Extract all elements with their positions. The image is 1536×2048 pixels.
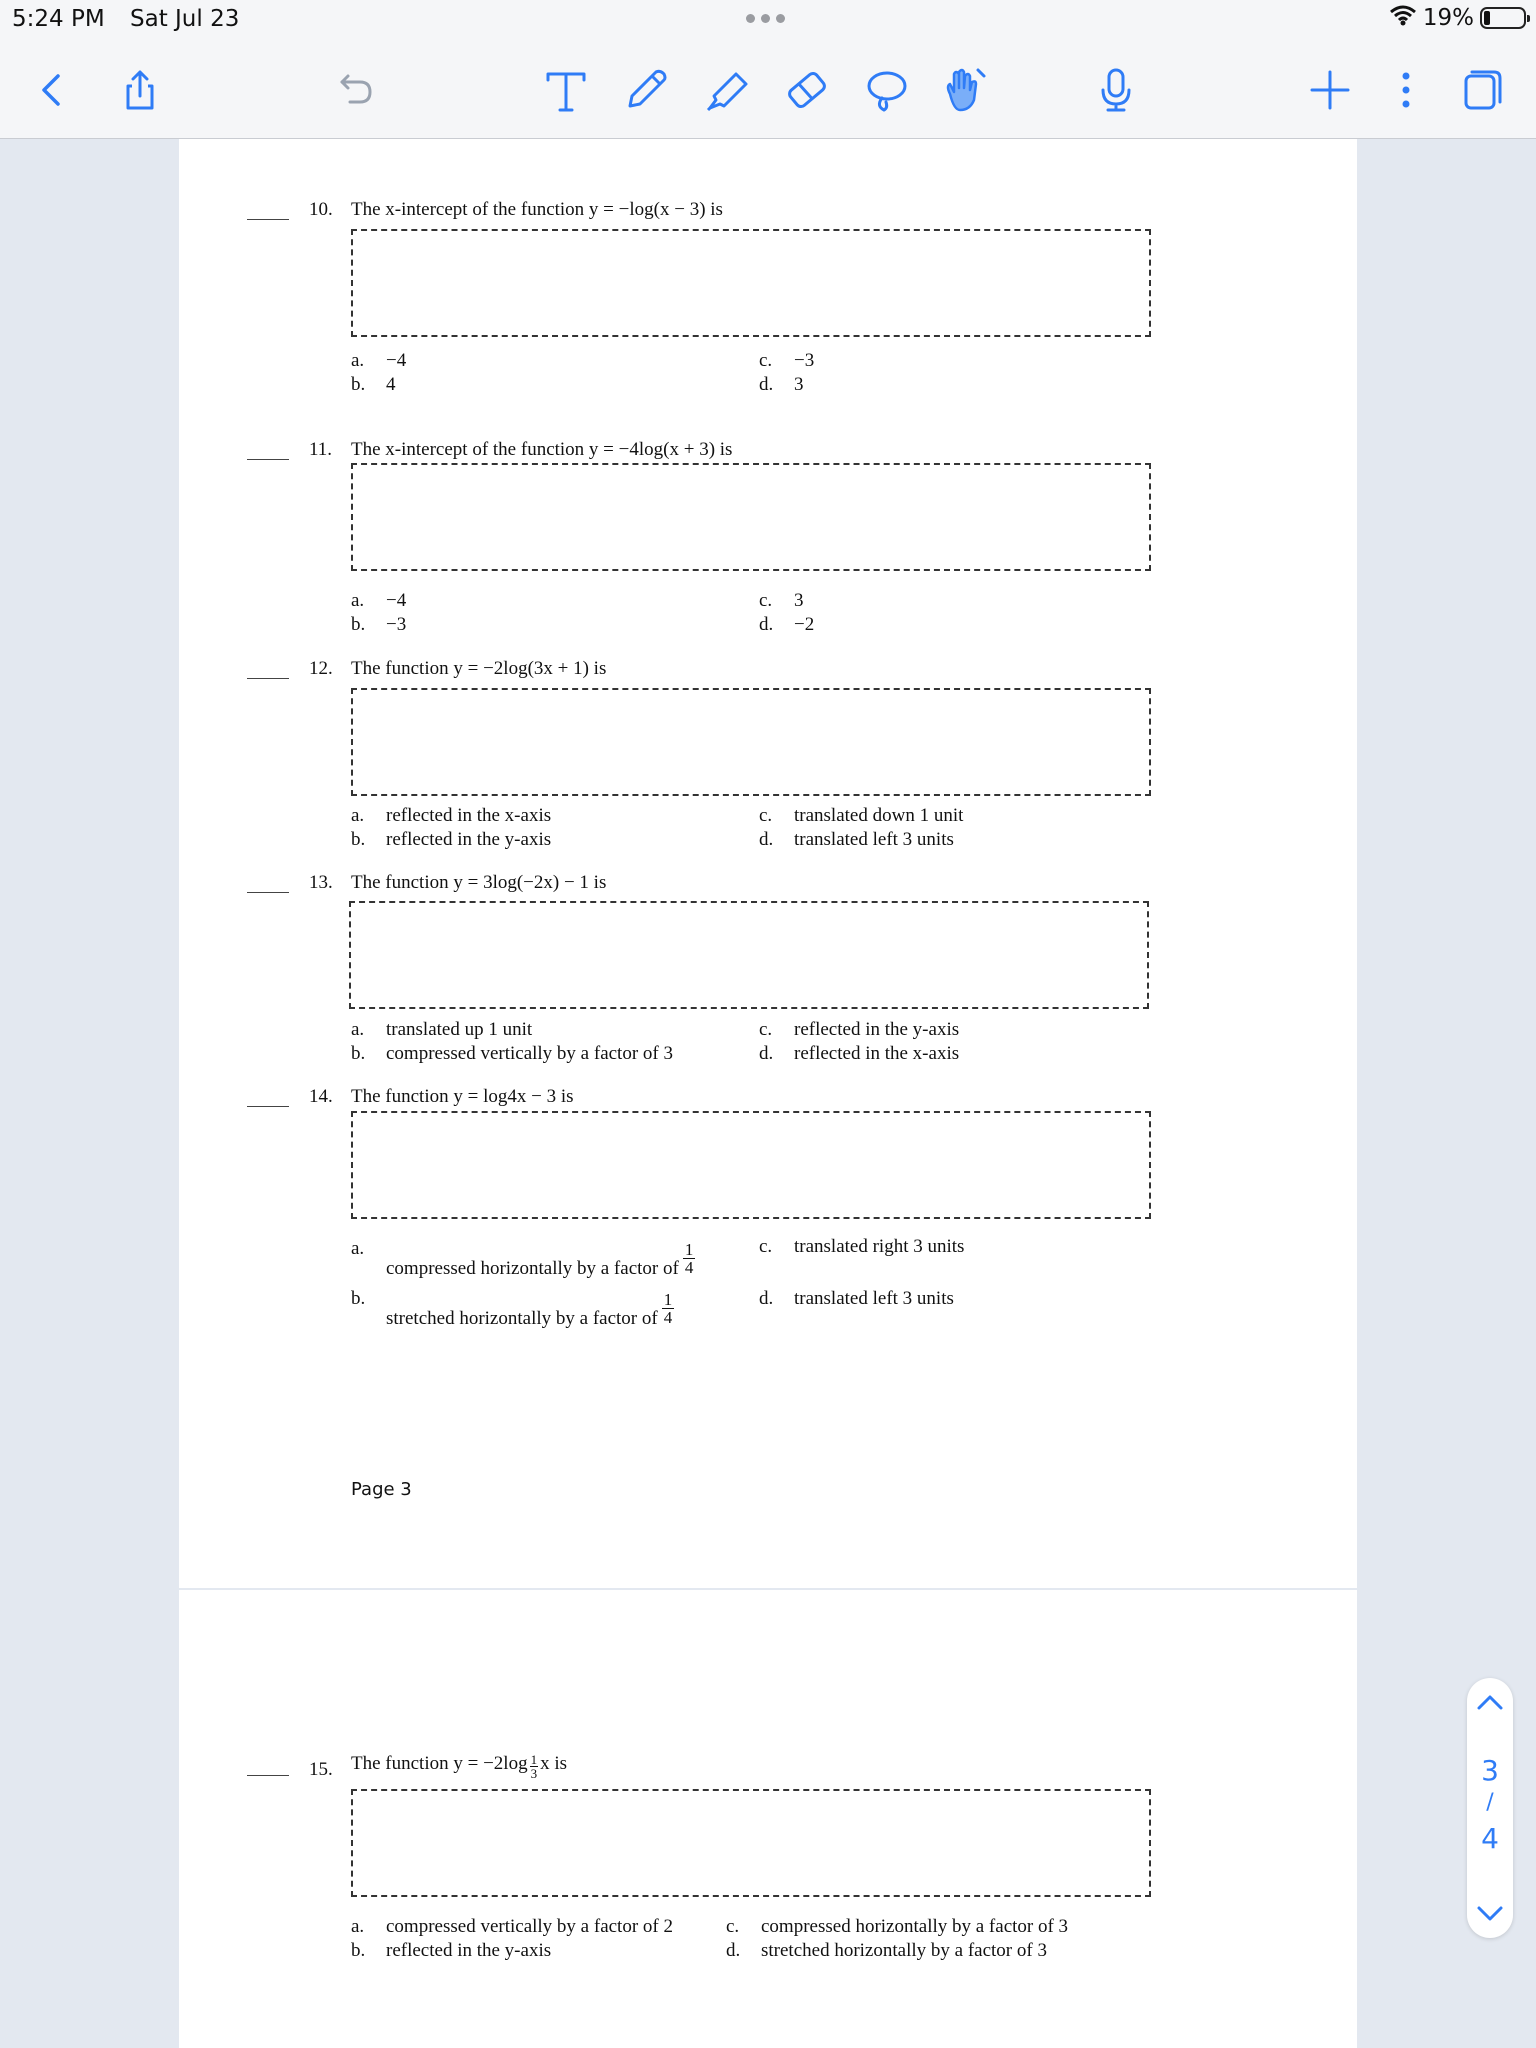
option-b: b. 4 — [351, 374, 396, 395]
question-number: 11. — [309, 439, 333, 460]
answer-blank[interactable] — [247, 1106, 289, 1107]
lasso-icon[interactable] — [860, 64, 912, 116]
option-b: b.stretched horizontally by a factor of $\frac{1}{4}$ — [351, 1288, 673, 1329]
option-c: c. reflected in the y-axis — [759, 1019, 960, 1040]
undo-icon[interactable] — [328, 64, 380, 116]
add-icon[interactable] — [1304, 64, 1356, 116]
option-a: a.compressed horizontally by a factor of $\frac{1}{4}$ — [351, 1238, 694, 1279]
question-number: 14. — [309, 1086, 333, 1107]
option-c: c. translated right 3 units — [759, 1236, 965, 1257]
option-a: a. reflected in the x-axis — [351, 805, 552, 826]
work-box[interactable] — [351, 463, 1151, 571]
option-b: b. compressed vertically by a factor of 3 — [351, 1043, 673, 1064]
question-stem: The function y = log4x − 3 is — [351, 1086, 574, 1107]
page-separator: / — [1486, 1790, 1494, 1815]
option-d: d. stretched horizontally by a factor of 3 — [726, 1940, 1047, 1961]
battery-percent: 19% — [1422, 5, 1474, 31]
total-pages: 4 — [1481, 1822, 1499, 1855]
work-box[interactable] — [351, 1111, 1151, 1219]
option-a: a. translated up 1 unit — [351, 1019, 533, 1040]
more-icon[interactable] — [1380, 64, 1432, 116]
eraser-icon[interactable] — [780, 64, 832, 116]
document-page-4[interactable] — [179, 1590, 1357, 2048]
answer-blank[interactable] — [247, 1775, 289, 1776]
document-page-3[interactable] — [179, 139, 1357, 1588]
share-icon[interactable] — [114, 64, 166, 116]
status-bar — [0, 0, 1536, 40]
work-box[interactable] — [349, 901, 1149, 1009]
option-c: c. −3 — [759, 350, 815, 371]
option-c: c. 3 — [759, 590, 804, 611]
answer-blank[interactable] — [247, 678, 289, 679]
text-tool-icon[interactable] — [540, 64, 592, 116]
option-a: a. compressed vertically by a factor of 2 — [351, 1916, 673, 1937]
question-stem: The function y = −2log(3x + 1) is — [351, 658, 607, 679]
option-b: b. reflected in the y-axis — [351, 1940, 552, 1961]
option-d: d. translated left 3 units — [759, 829, 954, 850]
answer-blank[interactable] — [247, 459, 289, 460]
question-number: 13. — [309, 872, 333, 893]
option-d: d. 3 — [759, 374, 804, 395]
question-number: 10. — [309, 199, 333, 220]
question-stem: The x-intercept of the function y = −log(x − 3) is — [351, 199, 723, 220]
option-d: d. translated left 3 units — [759, 1288, 954, 1309]
option-c: c. translated down 1 unit — [759, 805, 964, 826]
highlighter-icon[interactable] — [700, 64, 752, 116]
hand-icon[interactable] — [936, 64, 988, 116]
option-a: a. −4 — [351, 350, 407, 371]
toolbar — [0, 40, 1536, 139]
option-c: c. compressed horizontally by a factor of 3 — [726, 1916, 1069, 1937]
pages-icon[interactable] — [1456, 64, 1508, 116]
microphone-icon[interactable] — [1090, 64, 1142, 116]
page-footer: Page 3 — [351, 1479, 412, 1500]
work-box[interactable] — [351, 229, 1151, 337]
chevron-down-icon[interactable] — [1475, 1898, 1505, 1928]
option-b: b. reflected in the y-axis — [351, 829, 552, 850]
option-b: b. −3 — [351, 614, 407, 635]
page-navigator — [1467, 1678, 1513, 1938]
question-number: 15. — [309, 1759, 333, 1780]
status-right — [1389, 4, 1526, 32]
back-icon[interactable] — [26, 64, 78, 116]
pen-icon[interactable] — [620, 64, 672, 116]
question-number: 12. — [309, 658, 333, 679]
wifi-icon — [1389, 4, 1417, 32]
answer-blank[interactable] — [247, 219, 289, 220]
work-box[interactable] — [351, 688, 1151, 796]
status-date: Sat Jul 23 — [130, 6, 240, 32]
chevron-up-icon[interactable] — [1475, 1688, 1505, 1718]
question-stem: The function y = −2log $\frac{1}{3}$ x is — [351, 1752, 568, 1781]
option-d: d. reflected in the x-axis — [759, 1043, 960, 1064]
question-stem: The x-intercept of the function y = −4log(x + 3) is — [351, 439, 733, 460]
multitasking-dots[interactable] — [746, 14, 785, 23]
option-d: d. −2 — [759, 614, 815, 635]
battery-icon — [1480, 7, 1526, 29]
answer-blank[interactable] — [247, 892, 289, 893]
work-box[interactable] — [351, 1789, 1151, 1897]
option-a: a. −4 — [351, 590, 407, 611]
current-page-number: 3 — [1481, 1754, 1499, 1787]
status-time: 5:24 PM — [12, 6, 105, 32]
question-stem: The function y = 3log(−2x) − 1 is — [351, 872, 607, 893]
